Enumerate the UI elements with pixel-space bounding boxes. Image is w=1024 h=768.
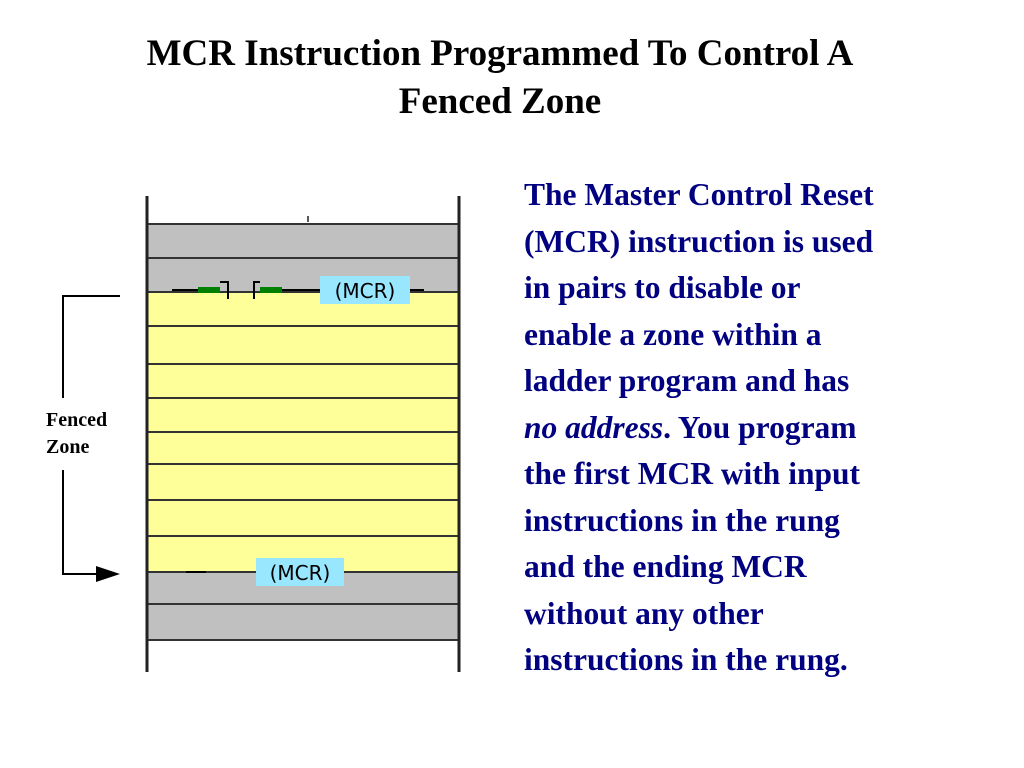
mcr-start-output: (MCR) bbox=[334, 279, 396, 303]
zone-bracket-top bbox=[63, 296, 120, 398]
description-text bbox=[524, 172, 994, 684]
description-line-6-rest: . You program bbox=[663, 409, 857, 445]
rung-zone-5 bbox=[147, 432, 459, 464]
description-line-11: instructions in the rung. bbox=[524, 642, 848, 677]
description-line-5: ladder program and has bbox=[524, 363, 850, 398]
contact-green-1 bbox=[198, 287, 220, 293]
description-line-3: in pairs to disable or bbox=[524, 270, 801, 305]
rung-zone-6 bbox=[147, 464, 459, 500]
slide-title-line-1: MCR Instruction Programmed To Control A bbox=[146, 33, 854, 74]
zone-arrow-head bbox=[96, 566, 120, 582]
description-line-2: (MCR) instruction is used bbox=[524, 223, 874, 259]
slide-title-line-2: Fenced Zone bbox=[398, 81, 602, 122]
description-line-10: without any other bbox=[524, 595, 764, 631]
rung-zone-4 bbox=[147, 398, 459, 432]
fenced-zone-label-line-2: Zone bbox=[46, 436, 90, 458]
fenced-zone-label bbox=[46, 407, 107, 461]
rung-zone-2 bbox=[147, 326, 459, 364]
zone-bracket-bottom bbox=[63, 470, 98, 574]
rung-zone-1 bbox=[147, 292, 459, 326]
rung-zone-3 bbox=[147, 364, 459, 398]
rung-zone-7 bbox=[147, 500, 459, 536]
rung-outside-top bbox=[147, 224, 459, 258]
rung-mcr-start bbox=[147, 258, 459, 292]
mcr-end-output: (MCR) bbox=[269, 561, 331, 585]
description-line-7: the first MCR with input bbox=[524, 456, 860, 491]
description-line-8: instructions in the rung bbox=[524, 502, 840, 538]
description-line-4: enable a zone within a bbox=[524, 316, 822, 352]
description-line-1: The Master Control Reset bbox=[524, 177, 874, 212]
rung-outside-bottom bbox=[147, 604, 459, 640]
description-line-9: and the ending MCR bbox=[524, 549, 807, 584]
fenced-zone-label-line-1: Fenced bbox=[46, 409, 108, 431]
no-address-emphasis: no address bbox=[524, 409, 664, 445]
description-line-6 bbox=[524, 405, 994, 452]
contact-green-2 bbox=[260, 287, 282, 293]
